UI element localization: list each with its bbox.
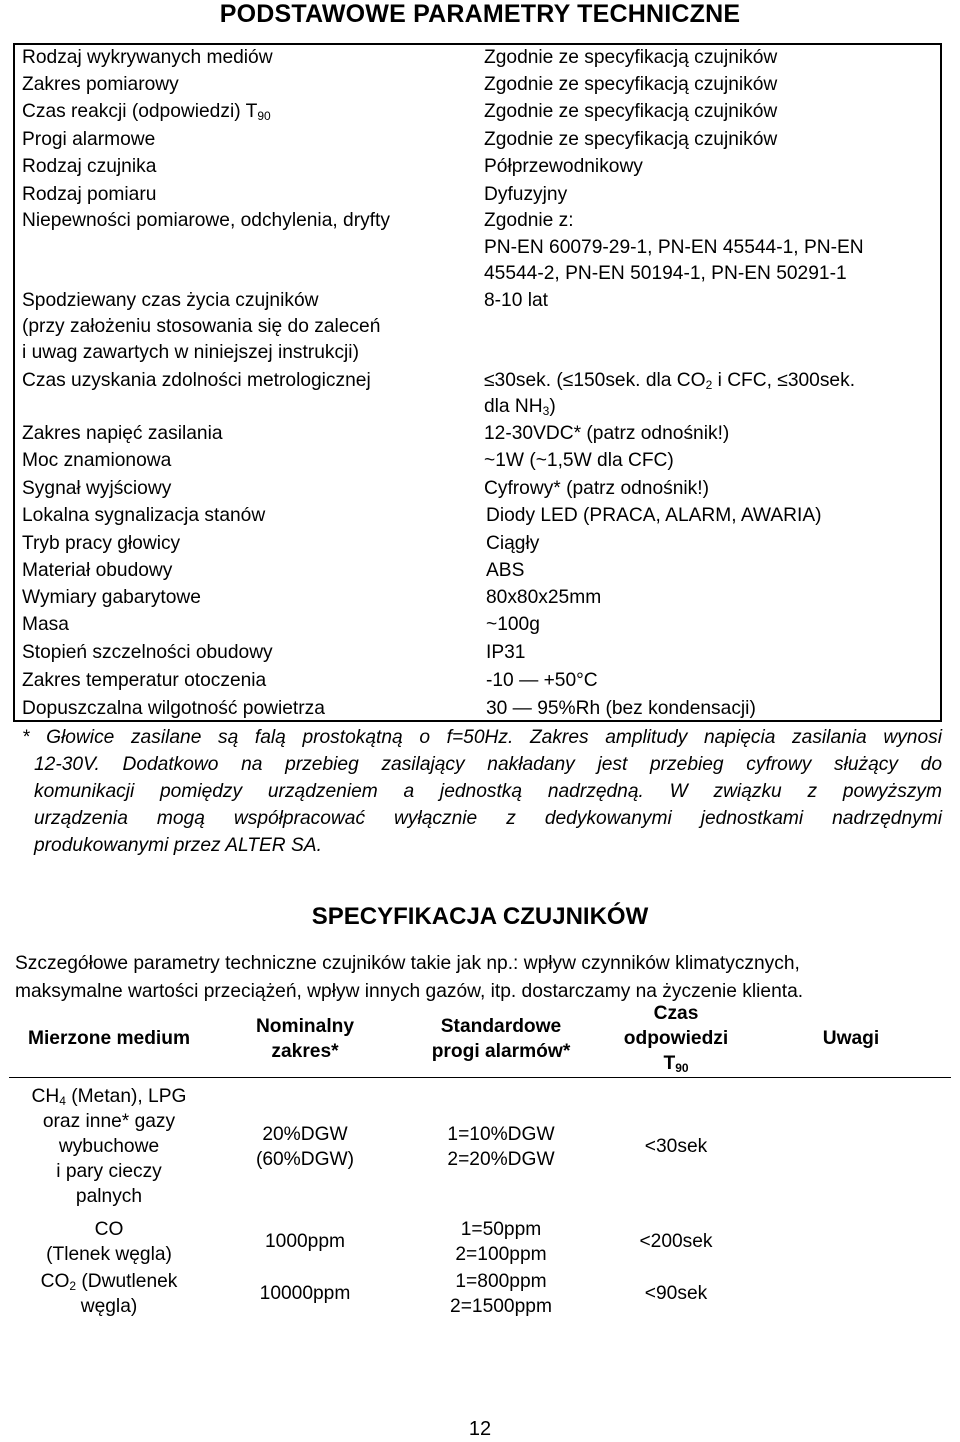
- param-value: -10 — +50°C: [486, 670, 598, 691]
- param-label: Czas uzyskania zdolności metrologicznej: [22, 370, 371, 391]
- cell-medium: $CO_2$ (Dwutlenek węgla): [40, 1270, 178, 1317]
- param-label: Sygnał wyjściowy: [22, 478, 172, 499]
- param-value: ABS: [486, 560, 525, 581]
- param-value: Diody LED (PRACA, ALARM, AWARIA): [486, 505, 822, 526]
- footnote: [22, 724, 942, 859]
- column-header: Czas odpowiedzi $T_{90}$: [623, 1003, 729, 1075]
- param-value: Zgodnie ze specyfikacją czujników: [484, 74, 778, 95]
- param-value: 12-30VDC* (patrz odnośnik!): [484, 423, 730, 444]
- cell-response-time: <200sek: [639, 1231, 713, 1252]
- cell-notes: [751, 1216, 951, 1268]
- cell-response-time: <90sek: [644, 1283, 708, 1304]
- column-header: Uwagi: [822, 1028, 880, 1049]
- param-label: Zakres temperatur otoczenia: [22, 670, 267, 691]
- param-label: Lokalna sygnalizacja stanów: [22, 505, 266, 526]
- table-row: [9, 1078, 951, 1216]
- param-label: Zakres napięć zasilania: [22, 423, 223, 444]
- param-label: Wymiary gabarytowe: [22, 587, 201, 608]
- param-value: Zgodnie ze specyfikacją czujników: [484, 101, 778, 122]
- param-value: ~100g: [486, 614, 540, 635]
- param-value: Zgodnie ze specyfikacją czujników: [484, 129, 778, 150]
- cell-thresholds: 1=50ppm 2=100ppm: [455, 1218, 547, 1265]
- table-header-row: [9, 1000, 951, 1078]
- cell-range: 1000ppm: [264, 1231, 345, 1252]
- param-label: Progi alarmowe: [22, 129, 156, 150]
- cell-response-time: <30sek: [644, 1136, 708, 1158]
- footnote-line: * Głowice zasilane są falą prostokątną o f=50Hz. Zakres amplitudy napięcia zasilania wynosi: [22, 727, 942, 748]
- cell-medium: $CH_4$ (Metan), LPG oraz inne* gazy wybuchowe i pary cieczy palnych: [31, 1086, 187, 1208]
- section-title: SPECYFIKACJA CZUJNIKÓW: [311, 903, 649, 930]
- param-value: Ciągły: [486, 533, 540, 554]
- footnote-line: urządzenia mogą współpracować wyłącznie z dedykowanymi jednostkami nadrzędnymi: [34, 808, 942, 829]
- param-label: Stopień szczelności obudowy: [22, 642, 273, 663]
- param-value: Cyfrowy* (patrz odnośnik!): [484, 478, 709, 499]
- param-value: PN-EN 60079-29-1, PN-EN 45544-1, PN-EN: [484, 237, 864, 258]
- param-value: 8-10 lat: [484, 290, 548, 311]
- param-label: Rodzaj czujnika: [22, 156, 157, 177]
- section-intro: [15, 950, 940, 1006]
- param-label: i uwag zawartych w niniejszej instrukcji): [22, 342, 359, 363]
- cell-range: 20%DGW (60%DGW): [255, 1123, 355, 1170]
- cell-notes: [751, 1078, 951, 1216]
- param-label: Moc znamionowa: [22, 450, 172, 471]
- param-label: Spodziewany czas życia czujników: [22, 290, 319, 311]
- param-value: Zgodnie ze specyfikacją czujników: [484, 47, 778, 68]
- param-label: Rodzaj pomiaru: [22, 184, 157, 205]
- param-label: Zakres pomiarowy: [22, 74, 179, 95]
- param-value: 30 — 95%Rh (bez kondensacji): [486, 698, 756, 719]
- param-value: 80x80x25mm: [486, 587, 602, 608]
- cell-thresholds: 1=10%DGW 2=20%DGW: [447, 1123, 555, 1170]
- table-row: [9, 1216, 951, 1268]
- param-label: (przy założeniu stosowania się do zaleceń: [22, 316, 381, 337]
- sensor-spec-table: [9, 1000, 951, 1320]
- page-title: PODSTAWOWE PARAMETRY TECHNICZNE: [219, 0, 741, 28]
- cell-notes: [751, 1268, 951, 1320]
- param-value: Półprzewodnikowy: [484, 156, 643, 177]
- param-label: Czas reakcji (odpowiedzi) $T_{90}$: [22, 101, 271, 123]
- param-value: dla $NH_3$): [484, 396, 556, 418]
- param-label: Tryb pracy głowicy: [22, 533, 181, 554]
- cell-range: 10000ppm: [259, 1283, 351, 1304]
- param-label: Materiał obudowy: [22, 560, 173, 581]
- param-value: ~1W (~1,5W dla CFC): [484, 450, 674, 471]
- column-header: Nominalny zakres*: [255, 1015, 355, 1062]
- param-value: Dyfuzyjny: [484, 184, 568, 205]
- footnote-line: 12-30V. Dodatkowo na przebieg zasilający nakładany jest przebieg cyfrowy służący do: [34, 754, 942, 775]
- param-value: ≤30sek. (≤150sek. dla $CO_2$ i CFC, ≤300sek.: [484, 370, 856, 392]
- param-value: 45544-2, PN-EN 50194-1, PN-EN 50291-1: [484, 263, 847, 284]
- footnote-line: produkowanymi przez ALTER SA.: [34, 835, 322, 856]
- table-row: [9, 1268, 951, 1320]
- page-number: 12: [468, 1418, 492, 1440]
- param-label: Niepewności pomiarowe, odchylenia, dryfty: [22, 210, 390, 231]
- column-header: Mierzone medium: [27, 1028, 191, 1049]
- column-header: Standardowe progi alarmów*: [431, 1015, 571, 1062]
- cell-thresholds: 1=800ppm 2=1500ppm: [450, 1270, 552, 1317]
- param-label: Dopuszczalna wilgotność powietrza: [22, 698, 325, 719]
- param-label: Rodzaj wykrywanych mediów: [22, 47, 273, 68]
- param-value: IP31: [486, 642, 526, 663]
- intro-line: maksymalne wartości przeciążeń, wpływ innych gazów, itp. dostarczamy na życzenie klienta.: [15, 981, 804, 1002]
- cell-medium: CO (Tlenek węgla): [46, 1218, 172, 1265]
- intro-line: Szczegółowe parametry techniczne czujników takie jak np.: wpływ czynników klimatycznych,: [15, 953, 800, 974]
- footnote-line: komunikacji pomiędzy urządzeniem a jednostką nadrzędną. W związku z powyższym: [34, 781, 942, 802]
- param-value: Zgodnie z:: [484, 210, 574, 231]
- param-label: Masa: [22, 614, 69, 635]
